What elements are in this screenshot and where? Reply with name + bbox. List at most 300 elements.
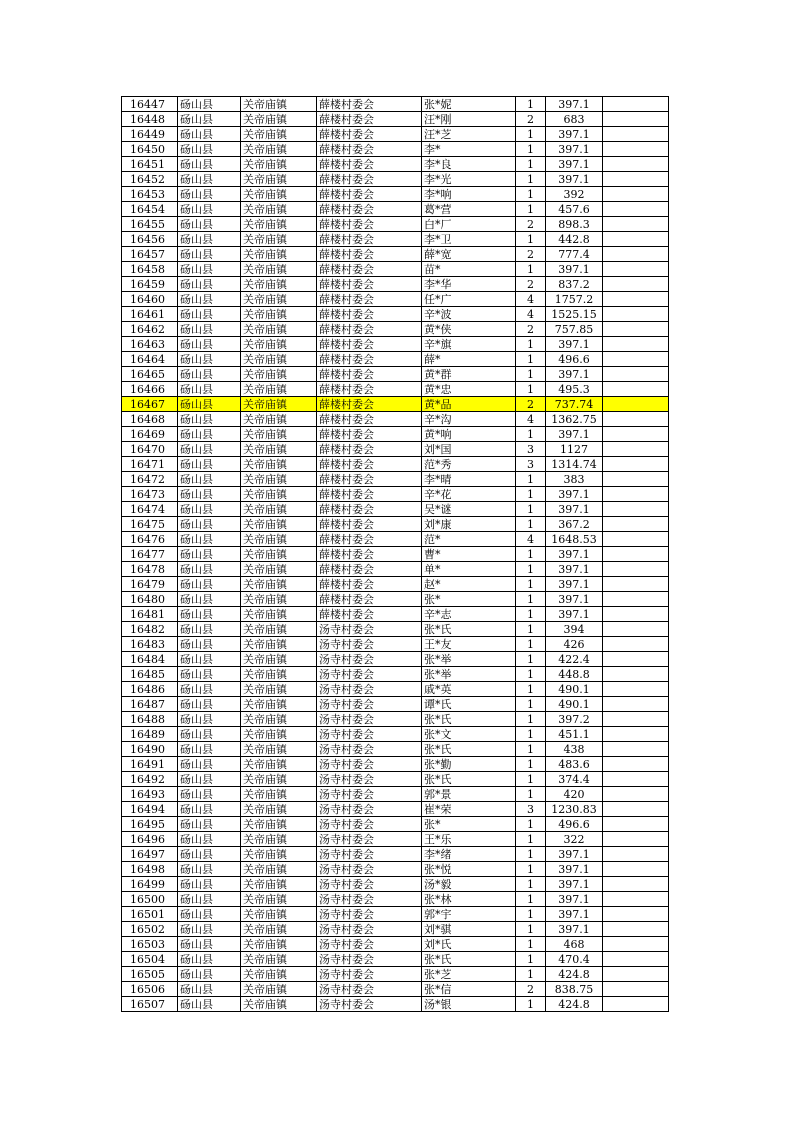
town-cell: 关帝庙镇	[241, 817, 317, 832]
village-cell: 汤寺村委会	[317, 622, 422, 637]
county-cell: 砀山县	[178, 547, 241, 562]
amount-cell: 322	[546, 832, 603, 847]
name-cell: 张*氏	[422, 712, 516, 727]
table-row	[122, 502, 669, 517]
count-cell: 1	[516, 967, 546, 982]
count-cell: 1	[516, 772, 546, 787]
county-cell: 砀山县	[178, 157, 241, 172]
amount-cell: 397.1	[546, 172, 603, 187]
village-cell: 薛楼村委会	[317, 457, 422, 472]
county-cell: 砀山县	[178, 172, 241, 187]
name-cell: 葛*营	[422, 202, 516, 217]
name-cell: 李*晴	[422, 472, 516, 487]
blank-cell	[603, 202, 669, 217]
county-cell: 砀山县	[178, 847, 241, 862]
table-row	[122, 802, 669, 817]
count-cell: 1	[516, 667, 546, 682]
count-cell: 2	[516, 277, 546, 292]
name-cell: 张*文	[422, 727, 516, 742]
table-row	[122, 472, 669, 487]
table-row	[122, 982, 669, 997]
table-row	[122, 97, 669, 112]
count-cell: 3	[516, 442, 546, 457]
name-cell: 白*厂	[422, 217, 516, 232]
name-cell: 赵*	[422, 577, 516, 592]
blank-cell	[603, 187, 669, 202]
village-cell: 汤寺村委会	[317, 772, 422, 787]
town-cell: 关帝庙镇	[241, 682, 317, 697]
county-cell: 砀山县	[178, 112, 241, 127]
blank-cell	[603, 622, 669, 637]
table-row	[122, 757, 669, 772]
village-cell: 汤寺村委会	[317, 952, 422, 967]
table-row	[122, 682, 669, 697]
town-cell: 关帝庙镇	[241, 142, 317, 157]
blank-cell	[603, 772, 669, 787]
blank-cell	[603, 982, 669, 997]
amount-cell: 397.1	[546, 502, 603, 517]
village-cell: 汤寺村委会	[317, 757, 422, 772]
town-cell: 关帝庙镇	[241, 487, 317, 502]
village-cell: 薛楼村委会	[317, 337, 422, 352]
table-row	[122, 937, 669, 952]
county-cell: 砀山县	[178, 427, 241, 442]
row-id-cell: 16501	[122, 907, 178, 922]
count-cell: 1	[516, 157, 546, 172]
name-cell: 张*林	[422, 892, 516, 907]
count-cell: 1	[516, 127, 546, 142]
county-cell: 砀山县	[178, 292, 241, 307]
count-cell: 1	[516, 382, 546, 397]
town-cell: 关帝庙镇	[241, 247, 317, 262]
village-cell: 薛楼村委会	[317, 592, 422, 607]
village-cell: 汤寺村委会	[317, 637, 422, 652]
village-cell: 薛楼村委会	[317, 97, 422, 112]
count-cell: 1	[516, 952, 546, 967]
amount-cell: 1525.15	[546, 307, 603, 322]
town-cell: 关帝庙镇	[241, 337, 317, 352]
county-cell: 砀山县	[178, 757, 241, 772]
amount-cell: 496.6	[546, 352, 603, 367]
table-row	[122, 832, 669, 847]
name-cell: 刘*国	[422, 442, 516, 457]
table-row	[122, 622, 669, 637]
row-id-cell: 16467	[122, 397, 178, 412]
county-cell: 砀山县	[178, 382, 241, 397]
row-id-cell: 16458	[122, 262, 178, 277]
row-id-cell: 16453	[122, 187, 178, 202]
row-id-cell: 16479	[122, 577, 178, 592]
name-cell: 谭*氏	[422, 697, 516, 712]
county-cell: 砀山县	[178, 337, 241, 352]
blank-cell	[603, 247, 669, 262]
amount-cell: 777.4	[546, 247, 603, 262]
table-row	[122, 562, 669, 577]
amount-cell: 496.6	[546, 817, 603, 832]
town-cell: 关帝庙镇	[241, 937, 317, 952]
county-cell: 砀山县	[178, 607, 241, 622]
village-cell: 汤寺村委会	[317, 892, 422, 907]
town-cell: 关帝庙镇	[241, 772, 317, 787]
count-cell: 1	[516, 862, 546, 877]
count-cell: 1	[516, 142, 546, 157]
count-cell: 1	[516, 487, 546, 502]
row-id-cell: 16495	[122, 817, 178, 832]
row-id-cell: 16494	[122, 802, 178, 817]
table-row	[122, 217, 669, 232]
name-cell: 吴*谜	[422, 502, 516, 517]
blank-cell	[603, 847, 669, 862]
table-row	[122, 337, 669, 352]
town-cell: 关帝庙镇	[241, 412, 317, 427]
count-cell: 1	[516, 742, 546, 757]
row-id-cell: 16473	[122, 487, 178, 502]
row-id-cell: 16447	[122, 97, 178, 112]
village-cell: 薛楼村委会	[317, 577, 422, 592]
row-id-cell: 16493	[122, 787, 178, 802]
blank-cell	[603, 817, 669, 832]
blank-cell	[603, 232, 669, 247]
village-cell: 汤寺村委会	[317, 817, 422, 832]
town-cell: 关帝庙镇	[241, 727, 317, 742]
amount-cell: 1757.2	[546, 292, 603, 307]
town-cell: 关帝庙镇	[241, 427, 317, 442]
row-id-cell: 16474	[122, 502, 178, 517]
row-id-cell: 16499	[122, 877, 178, 892]
town-cell: 关帝庙镇	[241, 382, 317, 397]
count-cell: 1	[516, 922, 546, 937]
town-cell: 关帝庙镇	[241, 922, 317, 937]
count-cell: 2	[516, 247, 546, 262]
name-cell: 张*	[422, 592, 516, 607]
count-cell: 1	[516, 712, 546, 727]
count-cell: 1	[516, 937, 546, 952]
village-cell: 薛楼村委会	[317, 202, 422, 217]
village-cell: 汤寺村委会	[317, 727, 422, 742]
count-cell: 2	[516, 322, 546, 337]
blank-cell	[603, 352, 669, 367]
count-cell: 3	[516, 457, 546, 472]
village-cell: 薛楼村委会	[317, 277, 422, 292]
blank-cell	[603, 802, 669, 817]
name-cell: 李*卫	[422, 232, 516, 247]
blank-cell	[603, 472, 669, 487]
amount-cell: 490.1	[546, 697, 603, 712]
amount-cell: 397.1	[546, 97, 603, 112]
blank-cell	[603, 937, 669, 952]
blank-cell	[603, 292, 669, 307]
row-id-cell: 16483	[122, 637, 178, 652]
row-id-cell: 16502	[122, 922, 178, 937]
table-row	[122, 487, 669, 502]
count-cell: 4	[516, 307, 546, 322]
table-row	[122, 712, 669, 727]
blank-cell	[603, 892, 669, 907]
name-cell: 张*氏	[422, 772, 516, 787]
table-row	[122, 742, 669, 757]
blank-cell	[603, 502, 669, 517]
name-cell: 汪*芝	[422, 127, 516, 142]
count-cell: 1	[516, 907, 546, 922]
amount-cell: 483.6	[546, 757, 603, 772]
amount-cell: 457.6	[546, 202, 603, 217]
count-cell: 1	[516, 637, 546, 652]
row-id-cell: 16455	[122, 217, 178, 232]
amount-cell: 424.8	[546, 967, 603, 982]
county-cell: 砀山县	[178, 142, 241, 157]
blank-cell	[603, 787, 669, 802]
row-id-cell: 16451	[122, 157, 178, 172]
table-row	[122, 247, 669, 262]
town-cell: 关帝庙镇	[241, 502, 317, 517]
count-cell: 1	[516, 517, 546, 532]
amount-cell: 397.1	[546, 337, 603, 352]
blank-cell	[603, 517, 669, 532]
blank-cell	[603, 367, 669, 382]
county-cell: 砀山县	[178, 652, 241, 667]
county-cell: 砀山县	[178, 727, 241, 742]
town-cell: 关帝庙镇	[241, 982, 317, 997]
town-cell: 关帝庙镇	[241, 592, 317, 607]
count-cell: 1	[516, 337, 546, 352]
table-row	[122, 547, 669, 562]
table-row	[122, 382, 669, 397]
table-row	[122, 307, 669, 322]
row-id-cell: 16503	[122, 937, 178, 952]
amount-cell: 838.75	[546, 982, 603, 997]
count-cell: 2	[516, 112, 546, 127]
row-id-cell: 16487	[122, 697, 178, 712]
town-cell: 关帝庙镇	[241, 622, 317, 637]
table-row	[122, 517, 669, 532]
county-cell: 砀山县	[178, 307, 241, 322]
table-row	[122, 967, 669, 982]
amount-cell: 420	[546, 787, 603, 802]
blank-cell	[603, 412, 669, 427]
county-cell: 砀山县	[178, 802, 241, 817]
village-cell: 薛楼村委会	[317, 187, 422, 202]
name-cell: 王*友	[422, 637, 516, 652]
village-cell: 汤寺村委会	[317, 982, 422, 997]
blank-cell	[603, 682, 669, 697]
amount-cell: 422.4	[546, 652, 603, 667]
blank-cell	[603, 217, 669, 232]
name-cell: 黄*响	[422, 427, 516, 442]
count-cell: 1	[516, 607, 546, 622]
name-cell: 辛*旗	[422, 337, 516, 352]
table-row	[122, 457, 669, 472]
town-cell: 关帝庙镇	[241, 742, 317, 757]
table-row	[122, 172, 669, 187]
table-row	[122, 532, 669, 547]
town-cell: 关帝庙镇	[241, 532, 317, 547]
row-id-cell: 16477	[122, 547, 178, 562]
town-cell: 关帝庙镇	[241, 292, 317, 307]
count-cell: 1	[516, 622, 546, 637]
village-cell: 汤寺村委会	[317, 667, 422, 682]
town-cell: 关帝庙镇	[241, 892, 317, 907]
count-cell: 1	[516, 352, 546, 367]
village-cell: 薛楼村委会	[317, 427, 422, 442]
name-cell: 王*乐	[422, 832, 516, 847]
amount-cell: 737.74	[546, 397, 603, 412]
table-row	[122, 277, 669, 292]
amount-cell: 1362.75	[546, 412, 603, 427]
name-cell: 张*悦	[422, 862, 516, 877]
village-cell: 汤寺村委会	[317, 937, 422, 952]
amount-cell: 468	[546, 937, 603, 952]
count-cell: 1	[516, 727, 546, 742]
county-cell: 砀山县	[178, 817, 241, 832]
village-cell: 薛楼村委会	[317, 547, 422, 562]
county-cell: 砀山县	[178, 787, 241, 802]
blank-cell	[603, 832, 669, 847]
row-id-cell: 16486	[122, 682, 178, 697]
county-cell: 砀山县	[178, 247, 241, 262]
count-cell: 1	[516, 997, 546, 1012]
row-id-cell: 16450	[122, 142, 178, 157]
village-cell: 汤寺村委会	[317, 652, 422, 667]
town-cell: 关帝庙镇	[241, 442, 317, 457]
name-cell: 曹*	[422, 547, 516, 562]
name-cell: 刘*骐	[422, 922, 516, 937]
amount-cell: 757.85	[546, 322, 603, 337]
count-cell: 1	[516, 697, 546, 712]
county-cell: 砀山县	[178, 412, 241, 427]
town-cell: 关帝庙镇	[241, 472, 317, 487]
village-cell: 薛楼村委会	[317, 292, 422, 307]
table-row	[122, 112, 669, 127]
town-cell: 关帝庙镇	[241, 667, 317, 682]
amount-cell: 397.2	[546, 712, 603, 727]
table-row	[122, 262, 669, 277]
village-cell: 薛楼村委会	[317, 127, 422, 142]
name-cell: 张*芝	[422, 967, 516, 982]
county-cell: 砀山县	[178, 352, 241, 367]
town-cell: 关帝庙镇	[241, 262, 317, 277]
town-cell: 关帝庙镇	[241, 787, 317, 802]
table-row	[122, 142, 669, 157]
amount-cell: 392	[546, 187, 603, 202]
name-cell: 张*信	[422, 982, 516, 997]
row-id-cell: 16497	[122, 847, 178, 862]
table-row	[122, 322, 669, 337]
county-cell: 砀山县	[178, 487, 241, 502]
table-body	[122, 97, 669, 1012]
county-cell: 砀山县	[178, 592, 241, 607]
amount-cell: 397.1	[546, 367, 603, 382]
amount-cell: 470.4	[546, 952, 603, 967]
county-cell: 砀山县	[178, 922, 241, 937]
village-cell: 汤寺村委会	[317, 742, 422, 757]
row-id-cell: 16481	[122, 607, 178, 622]
county-cell: 砀山县	[178, 397, 241, 412]
county-cell: 砀山县	[178, 217, 241, 232]
blank-cell	[603, 442, 669, 457]
town-cell: 关帝庙镇	[241, 232, 317, 247]
table-row	[122, 772, 669, 787]
amount-cell: 397.1	[546, 607, 603, 622]
count-cell: 1	[516, 847, 546, 862]
blank-cell	[603, 607, 669, 622]
town-cell: 关帝庙镇	[241, 697, 317, 712]
name-cell: 辛*波	[422, 307, 516, 322]
village-cell: 薛楼村委会	[317, 412, 422, 427]
name-cell: 崔*荣	[422, 802, 516, 817]
row-id-cell: 16463	[122, 337, 178, 352]
count-cell: 1	[516, 577, 546, 592]
town-cell: 关帝庙镇	[241, 712, 317, 727]
blank-cell	[603, 727, 669, 742]
town-cell: 关帝庙镇	[241, 562, 317, 577]
county-cell: 砀山县	[178, 862, 241, 877]
name-cell: 黄*群	[422, 367, 516, 382]
name-cell: 薛*宽	[422, 247, 516, 262]
town-cell: 关帝庙镇	[241, 352, 317, 367]
amount-cell: 424.8	[546, 997, 603, 1012]
name-cell: 郭*景	[422, 787, 516, 802]
row-id-cell: 16471	[122, 457, 178, 472]
blank-cell	[603, 997, 669, 1012]
row-id-cell: 16492	[122, 772, 178, 787]
town-cell: 关帝庙镇	[241, 847, 317, 862]
town-cell: 关帝庙镇	[241, 217, 317, 232]
row-id-cell: 16448	[122, 112, 178, 127]
name-cell: 李*良	[422, 157, 516, 172]
count-cell: 1	[516, 172, 546, 187]
county-cell: 砀山县	[178, 442, 241, 457]
blank-cell	[603, 322, 669, 337]
county-cell: 砀山县	[178, 937, 241, 952]
count-cell: 1	[516, 892, 546, 907]
row-id-cell: 16476	[122, 532, 178, 547]
village-cell: 汤寺村委会	[317, 832, 422, 847]
table-row	[122, 427, 669, 442]
town-cell: 关帝庙镇	[241, 187, 317, 202]
town-cell: 关帝庙镇	[241, 367, 317, 382]
row-id-cell: 16452	[122, 172, 178, 187]
row-id-cell: 16500	[122, 892, 178, 907]
row-id-cell: 16456	[122, 232, 178, 247]
row-id-cell: 16489	[122, 727, 178, 742]
blank-cell	[603, 337, 669, 352]
blank-cell	[603, 877, 669, 892]
row-id-cell: 16468	[122, 412, 178, 427]
county-cell: 砀山县	[178, 637, 241, 652]
blank-cell	[603, 697, 669, 712]
count-cell: 1	[516, 757, 546, 772]
table-row	[122, 952, 669, 967]
count-cell: 1	[516, 97, 546, 112]
town-cell: 关帝庙镇	[241, 607, 317, 622]
village-cell: 汤寺村委会	[317, 682, 422, 697]
name-cell: 李*	[422, 142, 516, 157]
blank-cell	[603, 307, 669, 322]
village-cell: 汤寺村委会	[317, 967, 422, 982]
village-cell: 汤寺村委会	[317, 922, 422, 937]
town-cell: 关帝庙镇	[241, 637, 317, 652]
blank-cell	[603, 757, 669, 772]
county-cell: 砀山县	[178, 772, 241, 787]
blank-cell	[603, 127, 669, 142]
table-row	[122, 892, 669, 907]
village-cell: 薛楼村委会	[317, 562, 422, 577]
county-cell: 砀山县	[178, 682, 241, 697]
row-id-cell: 16482	[122, 622, 178, 637]
table-row	[122, 862, 669, 877]
data-table	[121, 96, 669, 1012]
count-cell: 1	[516, 427, 546, 442]
